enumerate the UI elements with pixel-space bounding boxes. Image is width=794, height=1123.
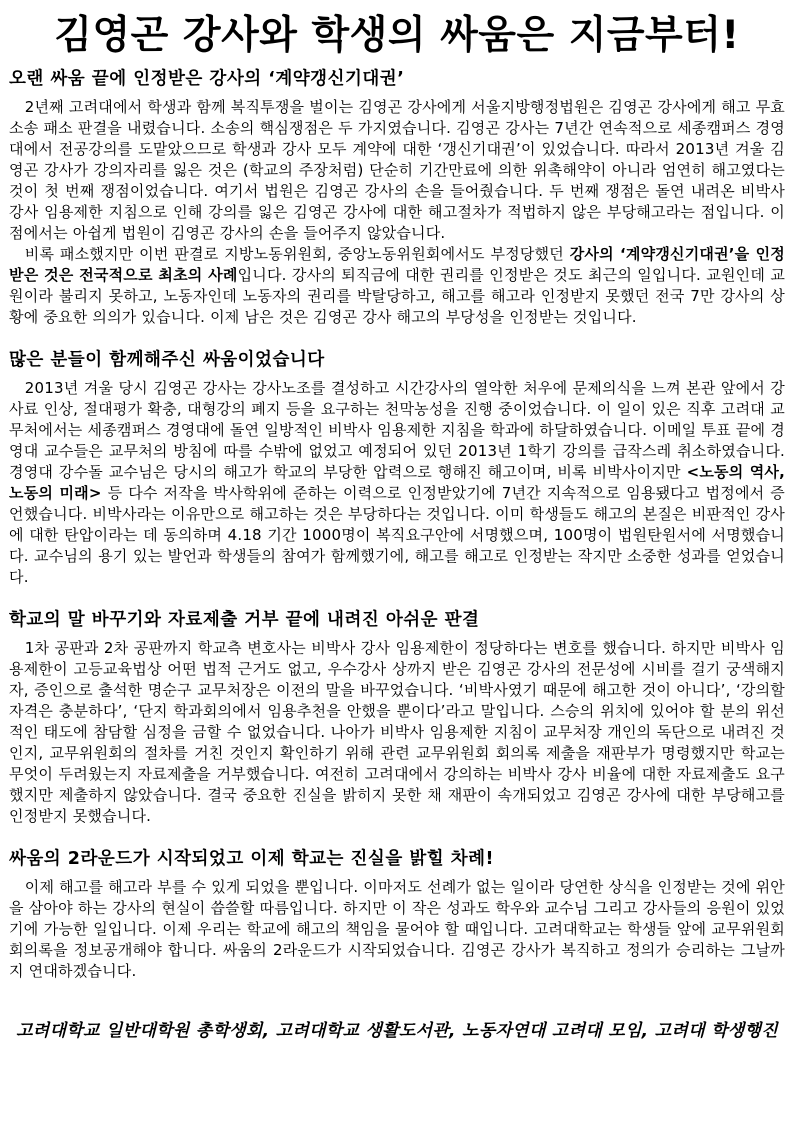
body-paragraph [9, 877, 785, 982]
paragraph-text: 이제 해고를 해고라 부를 수 있게 되었을 뿐입니다. 이마저도 선례가 없는 일이라 당연한 상식을 인정받는 것에 위안을 삼아야 하는 강사의 현실이 씁쓸할 따름입니다. 하지만 이 작은 성과도 학우와 교수님 그리고 강사들의 응원이 있었기에 가능한 일입니다. 이제 우리는 학교에 해고의 책임을 물어야 할 때입니다. 고려대학교는 학생들 앞에 교무위원회 회의록을 정보공개해야 합니다. 싸움의 2라운드가 시작되었습니다. 김영곤 강사가 복직하고 정의가 승리하는 그날까지 연대하겠습니다. [9, 877, 785, 980]
section-joint-struggle [9, 350, 785, 588]
paragraph-text: 1차 공판과 2차 공판까지 학교측 변호사는 비박사 강사 임용제한이 정당하다는 변호를 했습니다. 하지만 비박사 임용제한이 고등교육법상 어떤 법적 근거도 없고, 우수강사 상까지 받은 김영곤 강사의 전문성에 시비를 걸기 궁색해지자, 증인으로 출석한 명순구 교무처장은 이전의 말을 바꾸었습니다. ‘비박사였기 때문에 해고한 것이 아니다’, ‘강의할 자격은 충분하다’, ‘단지 학과회의에서 임용추천을 안했을 뿐이다’라고 말입니다. 스승의 위치에 있어야 할 분의 위선적인 태도에 참담할 심정을 금할 수 없었습니다. 나아가 비박사 임용제한 지침이 교무처장 개인의 독단으로 내려진 것인지, 교무위원회의 절차를 거친 것인지 확인하기 위해 관련 교무위원회 회의록 제출을 재판부가 명령했지만 학교는 무엇이 두려웠는지 자료제출을 거부했습니다. 여전히 고려대에서 강의하는 비박사 강사 비율에 대한 자료제출도 요구했지만 제출하지 않았습니다. 결국 중요한 진실을 밝히지 못한 채 재판이 속개되었고 김영곤 강사에 대한 부당해고를 인정받지 못했습니다. [9, 638, 785, 825]
section-body-round-two [9, 877, 785, 982]
section-contract-renewal-right [9, 69, 785, 328]
section-round-two [9, 849, 785, 982]
body-paragraph [9, 638, 785, 827]
paragraph-text: 입니다. 강사의 퇴직금에 대한 권리를 인정받은 것도 최근의 일입니다. 교원인데 교원이라 불리지 못하고, 노동자인데 노동자의 권리를 박탈당하고, 해고를 해고라 인정받지 못했던 전국 7만 강사의 상황에 중요한 의의가 있습니다. 이제 남은 것은 김영곤 강사 해고의 부당성을 인정받는 것입니다. [9, 265, 786, 326]
section-disappointing-ruling [9, 610, 785, 827]
page-title: 김영곤 강사와 학생의 싸움은 지금부터! [54, 13, 740, 58]
section-heading-round-two: 싸움의 2라운드가 시작되었고 이제 학교는 진실을 밝힐 차례! [9, 848, 495, 869]
section-body-contract-renewal-right [9, 97, 785, 328]
body-paragraph [9, 244, 785, 328]
section-heading-contract-renewal-right: 오랜 싸움 끝에 인정받은 강사의 ‘계약갱신기대권’ [9, 68, 405, 89]
section-heading-disappointing-ruling: 학교의 말 바꾸기와 자료제출 거부 끝에 내려진 아쉬운 판결 [9, 609, 480, 630]
body-paragraph [9, 97, 785, 244]
paragraph-text: 등 다수 저작을 박사학위에 준하는 이력으로 인정받았기에 7년간 지속적으로 임용됐다고 법정에서 증언했습니다. 비박사라는 이유만으로 해고하는 것은 부당하다는 것입니다. 이미 학생들도 해고의 본질은 비판적인 강사에 대한 탄압이라는 데 동의하며 4.18 기간 1000명이 복직요구안에 서명했으며, 100명이 법원탄원서에 서명했습니다. 교수님의 용기 있는 발언과 학생들의 참여가 함께했기에, 해고를 해고로 인정받는 작지만 소중한 성과를 얻었습니다. [9, 483, 785, 586]
paragraph-text: 2013년 겨울 당시 김영곤 강사는 강사노조를 결성하고 시간강사의 열악한 처우에 문제의식을 느껴 본관 앞에서 강사료 인상, 절대평가 확충, 대형강의 폐지 등을 요구하는 천막농성을 진행 중이었습니다. 이 일이 있은 직후 고려대 교무처에서는 세종캠퍼스 경영대에 돌연 일방적인 비박사 임용제한 지침을 학과에 하달하였습니다. 이메일 투표 끝에 경영대 교수들은 교무처의 방침에 따를 수밖에 없었고 예정되어 있던 2013년 1학기 강의를 급작스레 취소하였습니다. 경영대 강수돌 교수님은 당시의 해고가 학교의 부당한 압력으로 행해진 해고이며, 비록 비박사이지만 [9, 378, 785, 481]
section-body-joint-struggle [9, 378, 785, 588]
paragraph-text: 2년째 고려대에서 학생과 함께 복직투쟁을 벌이는 김영곤 강사에게 서울지방행정법원은 김영곤 강사에게 해고 무효소송 패소 판결을 내렸습니다. 소송의 핵심쟁점은 두 가지였습니다. 김영곤 강사는 7년간 연속적으로 세종캠퍼스 경영대에서 전공강의를 도맡았으므로 학생과 강사 모두 계약에 대한 ‘갱신기대권’이 있었습니다. 따라서 2013년 겨울 김영곤 강사가 강의자리를 잃은 것은 (학교의 주장처럼) 단순히 기간만료에 의한 위촉해약이 아니라 엄연히 해고였다는 것이 첫 번째 쟁점이었습니다. 여기서 법원은 김영곤 강사의 손을 들어줬습니다. 두 번째 쟁점은 돌연 내려온 비박사 강사 임용제한 지침으로 인해 강의를 잃은 김영곤 강사에 대한 해고절차가 적법하지 않은 부당해고라는 점입니다. 이 점에서는 아쉽게 법원이 김영곤 강사의 손을 들어주지 않았습니다. [9, 97, 785, 242]
emphasized-text: <노동의 역사, 노동의 미래> [9, 462, 785, 502]
body-paragraph [9, 378, 785, 588]
signatories-line: 고려대학교 일반대학원 총학생회, 고려대학교 생활도서관, 노동자연대 고려대 모임, 고려대 학생행진 [16, 1020, 778, 1041]
section-heading-joint-struggle: 많은 분들이 함께해주신 싸움이었습니다 [9, 349, 325, 370]
section-body-disappointing-ruling [9, 638, 785, 827]
paragraph-text: 비록 패소했지만 이번 판결로 지방노동위원회, 중앙노동위원회에서도 부정당했던 [24, 244, 570, 263]
emphasized-text: 강사의 ‘계약갱신기대권’을 인정받은 것은 전국적으로 최초의 사례 [9, 244, 785, 284]
